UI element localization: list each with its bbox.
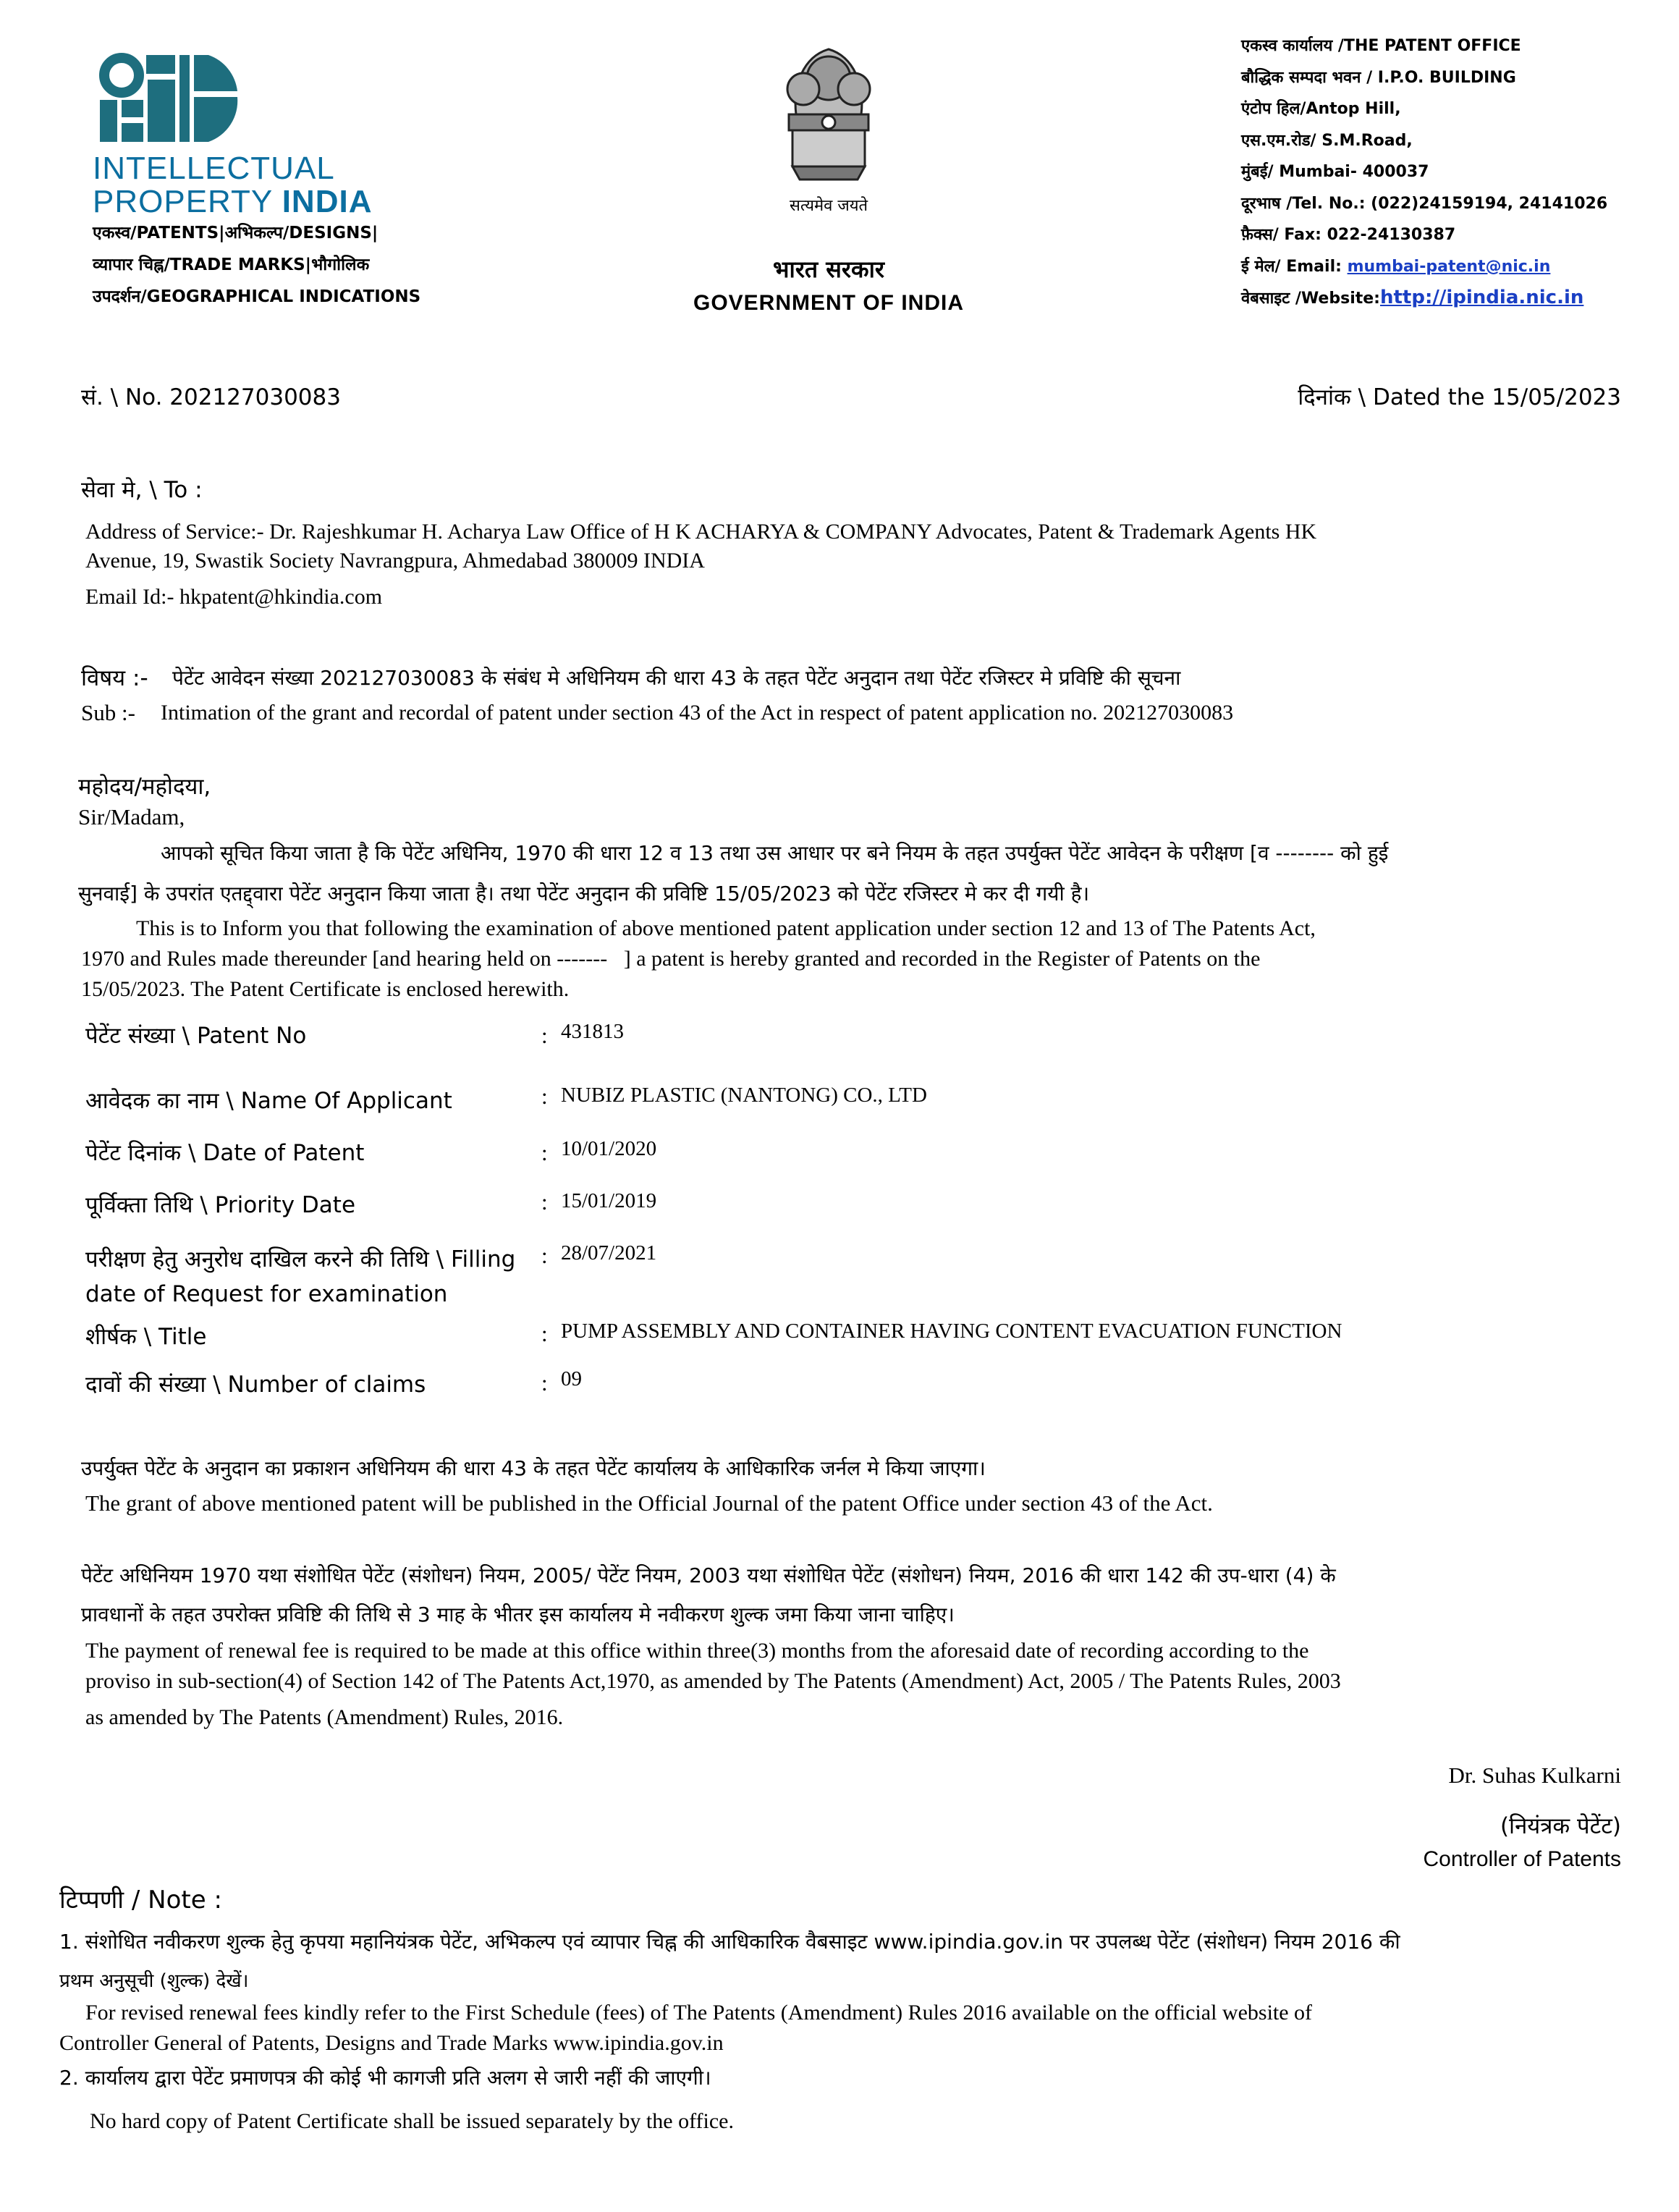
letter-date: दिनांक \ Dated the 15/05/2023 [1298, 384, 1621, 410]
emblem-motto: सत्यमेव जयते [789, 197, 868, 215]
detail-label-title: शीर्षक \ Title [85, 1324, 207, 1350]
national-emblem-icon [753, 28, 905, 201]
email-link[interactable]: mumbai-patent@nic.in [1347, 257, 1551, 276]
note-item1-english-line1: For revised renewal fees kindly refer to the First Schedule (fees) of The Patents (Amendment) Rules 2016 available on the official website of [85, 2001, 1313, 2025]
ip-india-logo-icon [93, 48, 245, 149]
detail-value-title: PUMP ASSEMBLY AND CONTAINER HAVING CONTENT EVACUATION FUNCTION [561, 1320, 1342, 1343]
reference-number: सं. \ No. 202127030083 [81, 384, 341, 410]
website-link[interactable]: http://ipindia.nic.in [1379, 287, 1584, 308]
detail-colon: : [541, 1243, 548, 1268]
subject-english-prefix: Sub :- [81, 700, 135, 725]
publication-english: The grant of above mentioned patent will be published in the Official Journal of the patent Office under section 43 of the Act. [85, 1490, 1213, 1516]
ip-india-divisions: एकस्व/PATENTS|अभिकल्प/DESIGNS| व्यापार चिह्न/TRADE MARKS|भौगोलिक उपदर्शन/GEOGRAPHICAL INDICATIONS [93, 224, 421, 306]
publication-hindi: उपर्युक्त पेटेंट के अनुदान का प्रकाशन अधिनियम की धारा 43 के तहत पेटेंट कार्यालय के आधिकारिक जर्नल मे किया जाएगा। [81, 1456, 986, 1480]
detail-value-applicant: NUBIZ PLASTIC (NANTONG) CO., LTD [561, 1084, 927, 1107]
body-hindi-line1: आपको सूचित किया जाता है कि पेटेंट अधिनिय, 1970 की धारा 12 व 13 तथा उस आधार पर बने नियम के तहत उपर्युक्त पेटेंट आवेदन के परीक्षण [व -------- को हुई [161, 841, 1389, 865]
body-english-line3: 15/05/2023. The Patent Certificate is enclosed herewith. [81, 977, 570, 1001]
note-item1-english-line2: Controller General of Patents, Designs and Trade Marks www.ipindia.gov.in [59, 2031, 724, 2055]
note-item1-hindi-line1: 1. संशोधित नवीकरण शुल्क हेतु कृपया महानियंत्रक पेटेंट, अभिकल्प एवं व्यापार चिह्न की आधिकारिक वैबसाइट www.ipindia.gov.in पर उपलब्ध पेटेंट (संशोधन) नियम 2016 की [59, 1930, 1400, 1954]
detail-label-date-of-patent: पेटेंट दिनांक \ Date of Patent [85, 1140, 365, 1166]
office-address: एकस्व कार्यालय /THE PATENT OFFICE बौद्धिक सम्पदा भवन / I.P.O. BUILDING एंटोप हिल/Antop Hill, एस.एम.रोड/ S.M.Road, मुंबई/ Mumbai- 400037 दूरभाष /Tel. No.: (022)24159194, 24141026 फ़ैक्स/ Fax: 022-24130387 ई मेल/ Email: mumbai-patent@nic.in वेबसाइट /Website:http://ipindia.nic.in [1241, 37, 1608, 308]
subject-hindi: पेटेंट आवेदन संख्या 202127030083 के संबंध मे अधिनियम की धारा 43 के तहत पेटेंट अनुदान तथा पेटेंट रजिस्टर मे प्रविष्टि की सूचना [172, 666, 1181, 690]
detail-value-patent-no: 431813 [561, 1020, 624, 1043]
salutation-hindi: महोदय/महोदया, [78, 774, 211, 800]
detail-label-claims: दावों की संख्या \ Number of claims [85, 1372, 426, 1398]
note-item2-hindi: 2. कार्यालय द्वारा पेटेंट प्रमाणपत्र की कोई भी कागजी प्रति अलग से जारी नहीं की जाएगी। [59, 2066, 711, 2090]
signatory-name: Dr. Suhas Kulkarni [1448, 1763, 1621, 1788]
note-item2-english: No hard copy of Patent Certificate shall be issued separately by the office. [90, 2109, 734, 2133]
detail-label-applicant: आवेदक का नाम \ Name Of Applicant [85, 1088, 452, 1114]
service-address-line2: Avenue, 19, Swastik Society Navrangpura, Ahmedabad 380009 INDIA [85, 549, 705, 573]
body-english-line1: This is to Inform you that following the examination of above mentioned patent application under section 12 and 13 of The Patents Act, [136, 916, 1316, 940]
detail-value-priority-date: 15/01/2019 [561, 1189, 657, 1212]
subject-english: Intimation of the grant and recordal of patent under section 43 of the Act in respect of patent application no. 202127030083 [161, 701, 1234, 725]
body-english-line2: 1970 and Rules made thereunder [and hearing held on ------- ] a patent is hereby granted and recorded in the Register of Patents on the [81, 947, 1261, 971]
service-address-line1: Address of Service:- Dr. Rajeshkumar H. Acharya Law Office of H K ACHARYA & COMPANY Advocates, Patent & Trademark Agents HK [85, 520, 1317, 544]
ip-india-name: INTELLECTUAL PROPERTY INDIA [93, 151, 373, 219]
detail-label-priority-date: पूर्विक्ता तिथि \ Priority Date [85, 1192, 356, 1218]
renewal-hindi-line2: प्रावधानों के तहत उपरोक्त प्रविष्टि की तिथि से 3 माह के भीतर इस कार्यालय मे नवीकरण शुल्क जमा किया जाना चाहिए। [81, 1603, 955, 1626]
detail-value-exam-request-date: 28/07/2021 [561, 1241, 657, 1265]
renewal-english-line2: proviso in sub-section(4) of Section 142 of The Patents Act,1970, as amended by The Patents (Amendment) Act, 2005 / The Patents Rules, 2003 [85, 1669, 1341, 1693]
detail-label-patent-no: पेटेंट संख्या \ Patent No [85, 1023, 307, 1049]
detail-colon: : [541, 1140, 548, 1165]
signatory-title-english: Controller of Patents [1423, 1847, 1621, 1871]
detail-colon: : [541, 1023, 548, 1048]
body-hindi-line2: सुनवाई] के उपरांत एतद्द्वारा पेटेंट अनुदान किया जाता है। तथा पेटेंट अनुदान की प्रविष्टि 15/05/2023 को पेटेंट रजिस्टर मे कर दी गयी है। [78, 882, 1090, 906]
note-item1-hindi-line2: प्रथम अनुसूची (शुल्क) देखें। [59, 1970, 249, 1992]
detail-value-claims: 09 [561, 1367, 582, 1390]
subject-hindi-prefix: विषय :- [81, 665, 148, 691]
service-email: Email Id:- hkpatent@hkindia.com [85, 585, 383, 609]
government-english: GOVERNMENT OF INDIA [693, 291, 964, 315]
detail-colon: : [541, 1321, 548, 1346]
signatory-title-hindi: (नियंत्रक पेटेंट) [1500, 1813, 1621, 1839]
renewal-english-line1: The payment of renewal fee is required to be made at this office within three(3) months from the aforesaid date of recording according to the [85, 1639, 1309, 1663]
detail-colon: : [541, 1370, 548, 1396]
salutation-english: Sir/Madam, [78, 804, 185, 830]
detail-colon: : [541, 1084, 548, 1109]
renewal-hindi-line1: पेटेंट अधिनियम 1970 यथा संशोधित पेटेंट (संशोधन) नियम, 2005/ पेटेंट नियम, 2003 यथा संशोधित पेटेंट (संशोधन) नियम, 2016 की धारा 142 की उप-धारा (4) के [81, 1563, 1336, 1587]
detail-colon: : [541, 1189, 548, 1215]
detail-label-exam-request-date: परीक्षण हेतु अनुरोध दाखिल करने की तिथि \ Filling date of Request for examination [85, 1246, 516, 1307]
note-heading: टिप्पणी / Note : [59, 1886, 222, 1915]
detail-value-date-of-patent: 10/01/2020 [561, 1137, 657, 1160]
government-hindi: भारत सरकार [773, 256, 884, 283]
to-label: सेवा मे, \ To : [81, 477, 203, 503]
renewal-english-line3: as amended by The Patents (Amendment) Rules, 2016. [85, 1705, 564, 1729]
